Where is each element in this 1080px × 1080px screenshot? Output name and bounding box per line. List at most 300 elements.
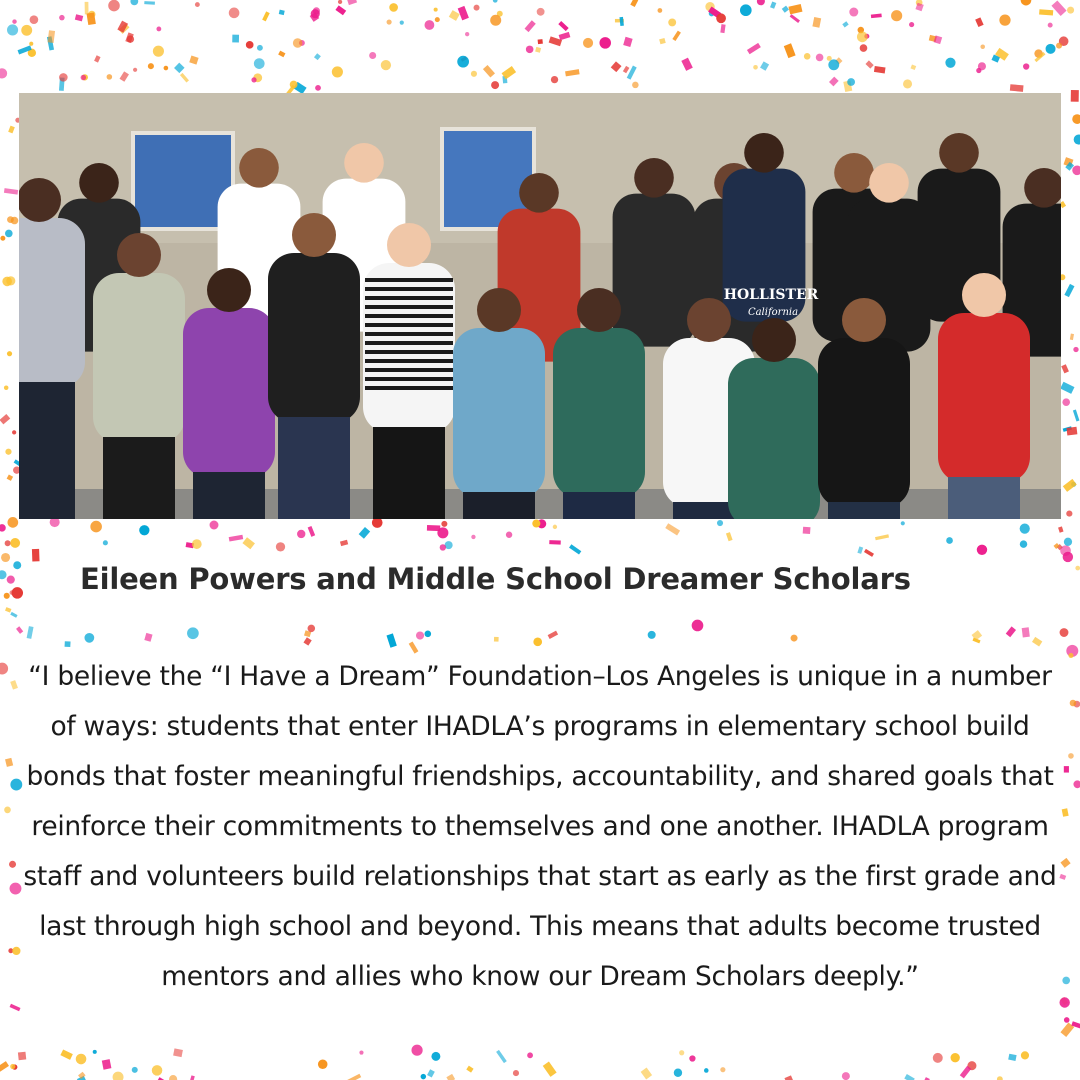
confetti-piece xyxy=(338,0,342,4)
confetti-piece xyxy=(0,570,7,579)
confetti-piece xyxy=(720,1067,725,1072)
sweater-stripe xyxy=(365,314,453,318)
sweater-stripe xyxy=(365,278,453,282)
confetti-piece xyxy=(770,1,776,8)
person-body xyxy=(728,358,820,519)
confetti-piece xyxy=(1008,1054,1016,1061)
confetti-piece xyxy=(449,10,460,21)
confetti-piece xyxy=(13,561,21,569)
sweater-stripe xyxy=(365,386,453,390)
confetti-piece xyxy=(10,1004,21,1011)
confetti-piece xyxy=(1071,90,1079,102)
confetti-piece xyxy=(431,1052,440,1061)
confetti-piece xyxy=(5,758,13,767)
person-head xyxy=(842,298,886,342)
sweater-stripe xyxy=(365,359,453,363)
confetti-piece xyxy=(526,46,534,54)
confetti-piece xyxy=(381,60,391,70)
confetti-piece xyxy=(314,53,321,60)
person-head xyxy=(577,288,621,332)
confetti-piece xyxy=(192,539,202,549)
confetti-piece xyxy=(318,1059,328,1069)
confetti-piece xyxy=(665,523,680,535)
confetti-piece xyxy=(130,0,138,5)
confetti-piece xyxy=(1062,808,1069,817)
confetti-piece xyxy=(425,20,435,30)
confetti-piece xyxy=(10,612,17,618)
confetti-piece xyxy=(144,1,155,5)
confetti-piece xyxy=(583,38,593,48)
confetti-piece xyxy=(7,351,12,356)
confetti-piece xyxy=(0,414,10,424)
confetti-piece xyxy=(411,1045,422,1056)
confetti-piece xyxy=(229,535,244,542)
confetti-piece xyxy=(1073,780,1080,788)
confetti-piece xyxy=(359,527,371,539)
confetti-piece xyxy=(972,630,983,640)
confetti-piece xyxy=(784,1075,794,1080)
confetti-piece xyxy=(842,21,848,27)
confetti-piece xyxy=(113,1072,124,1080)
confetti-piece xyxy=(180,73,189,83)
confetti-piece xyxy=(340,540,348,546)
confetti-piece xyxy=(525,20,536,32)
confetti-piece xyxy=(21,25,32,36)
person-body xyxy=(613,194,696,347)
confetti-piece xyxy=(933,1053,943,1063)
confetti-piece xyxy=(1020,524,1030,534)
person-legs xyxy=(373,427,445,519)
person-legs xyxy=(563,492,635,519)
confetti-piece xyxy=(0,1061,9,1073)
confetti-piece xyxy=(1067,7,1074,14)
confetti-piece xyxy=(7,216,14,223)
confetti-piece xyxy=(84,633,94,643)
sweater-stripe xyxy=(365,368,453,372)
confetti-piece xyxy=(1039,9,1053,15)
confetti-piece xyxy=(2,277,12,287)
confetti-piece xyxy=(1,553,10,562)
confetti-piece xyxy=(471,71,477,77)
confetti-piece xyxy=(692,620,704,632)
confetti-piece xyxy=(1061,364,1069,373)
person-head xyxy=(79,163,119,203)
confetti-piece xyxy=(471,535,475,539)
confetti-piece xyxy=(803,527,811,534)
confetti-piece xyxy=(59,15,65,21)
confetti-piece xyxy=(860,44,868,52)
confetti-piece xyxy=(474,5,480,11)
confetti-piece xyxy=(108,0,120,11)
confetti-piece xyxy=(440,544,446,550)
confetti-piece xyxy=(847,78,855,86)
confetti-piece xyxy=(630,0,638,7)
confetti-piece xyxy=(7,24,18,35)
confetti-piece xyxy=(465,32,469,36)
confetti-piece xyxy=(441,521,447,527)
confetti-piece xyxy=(506,532,512,538)
person-head xyxy=(869,163,909,203)
confetti-piece xyxy=(1073,347,1078,352)
confetti-piece xyxy=(144,633,152,642)
confetti-piece xyxy=(980,44,985,49)
confetti-piece xyxy=(1010,84,1024,92)
confetti-piece xyxy=(903,79,912,88)
confetti-piece xyxy=(293,38,302,47)
confetti-piece xyxy=(1073,409,1080,421)
confetti-piece xyxy=(60,1049,72,1059)
confetti-piece xyxy=(997,1076,1003,1080)
confetti-piece xyxy=(1068,753,1074,759)
confetti-piece xyxy=(720,24,725,33)
confetti-piece xyxy=(1075,566,1080,571)
confetti-piece xyxy=(10,680,18,690)
confetti-piece xyxy=(1070,334,1074,341)
confetti-piece xyxy=(1072,166,1080,176)
confetti-piece xyxy=(632,82,639,89)
confetti-piece xyxy=(232,35,239,43)
person-body xyxy=(818,338,910,508)
confetti-piece xyxy=(152,1065,162,1075)
confetti-piece xyxy=(483,65,495,77)
confetti-piece xyxy=(90,521,102,533)
confetti-piece xyxy=(726,532,733,541)
confetti-piece xyxy=(527,1052,533,1058)
confetti-piece xyxy=(1056,43,1062,49)
confetti-piece xyxy=(619,17,623,26)
confetti-piece xyxy=(658,8,663,13)
confetti-piece xyxy=(1006,626,1016,637)
confetti-piece xyxy=(103,540,108,545)
confetti-piece xyxy=(400,20,404,24)
confetti-piece xyxy=(812,17,821,28)
sweater-stripe xyxy=(365,332,453,336)
confetti-piece xyxy=(493,0,498,3)
person-head xyxy=(117,233,161,277)
confetti-piece xyxy=(0,663,8,675)
confetti-piece xyxy=(494,637,499,642)
confetti-piece xyxy=(659,38,666,44)
person-body xyxy=(183,308,275,478)
confetti-piece xyxy=(490,15,501,26)
confetti-piece xyxy=(537,8,545,16)
confetti-piece xyxy=(1046,44,1056,54)
confetti-piece xyxy=(421,1074,426,1079)
confetti-piece xyxy=(553,525,557,529)
confetti-piece xyxy=(857,546,863,554)
confetti-piece xyxy=(849,8,858,17)
confetti-piece xyxy=(12,587,23,598)
confetti-piece xyxy=(1020,540,1027,547)
confetti-piece xyxy=(599,37,611,49)
confetti-piece xyxy=(30,15,39,24)
confetti-piece xyxy=(1062,398,1070,406)
confetti-piece xyxy=(946,537,953,544)
confetti-piece xyxy=(427,525,440,531)
confetti-piece xyxy=(133,68,137,72)
person-legs xyxy=(19,382,75,519)
confetti-piece xyxy=(81,75,86,80)
confetti-piece xyxy=(386,633,396,647)
confetti-piece xyxy=(75,14,83,21)
confetti-piece xyxy=(535,47,541,53)
confetti-piece xyxy=(496,1050,507,1063)
confetti-piece xyxy=(782,6,789,13)
confetti-piece xyxy=(875,534,889,540)
confetti-piece xyxy=(945,58,955,68)
confetti-piece xyxy=(169,1075,177,1080)
confetti-piece xyxy=(1068,653,1073,658)
person-head xyxy=(939,133,979,173)
confetti-piece xyxy=(29,42,33,46)
confetti-piece xyxy=(4,807,11,814)
confetti-piece xyxy=(1063,479,1077,492)
confetti-piece xyxy=(93,1050,97,1054)
confetti-piece xyxy=(389,3,398,12)
confetti-piece xyxy=(347,1074,361,1080)
confetti-piece xyxy=(681,58,692,71)
confetti-piece xyxy=(1063,552,1073,562)
person-head xyxy=(239,148,279,188)
confetti-piece xyxy=(48,30,56,43)
confetti-piece xyxy=(674,1069,682,1077)
confetti-piece xyxy=(4,385,9,390)
person-body xyxy=(938,313,1030,483)
confetti-piece xyxy=(1059,997,1069,1007)
confetti-piece xyxy=(0,524,6,531)
confetti-piece xyxy=(1062,977,1070,985)
confetti-piece xyxy=(229,8,240,19)
confetti-piece xyxy=(1048,23,1053,28)
confetti-piece xyxy=(827,56,832,61)
confetti-piece xyxy=(1064,284,1074,297)
confetti-piece xyxy=(668,18,676,26)
confetti-piece xyxy=(387,19,392,24)
confetti-piece xyxy=(901,521,905,525)
confetti-piece xyxy=(466,1066,473,1073)
confetti-piece xyxy=(8,126,15,134)
confetti-piece xyxy=(315,85,321,91)
confetti-piece xyxy=(5,449,11,455)
person-head xyxy=(744,133,784,173)
confetti-piece xyxy=(427,1069,435,1077)
confetti-piece xyxy=(1060,382,1074,394)
confetti-piece xyxy=(7,517,18,528)
confetti-piece xyxy=(1066,427,1077,436)
person-head xyxy=(962,273,1006,317)
confetti-piece xyxy=(871,14,882,19)
photo-caption: Eileen Powers and Middle School Dreamer Scholars xyxy=(80,562,911,596)
confetti-piece xyxy=(297,530,305,538)
confetti-piece xyxy=(1022,627,1030,637)
confetti-piece xyxy=(816,54,824,62)
confetti-piece xyxy=(262,11,270,21)
confetti-piece xyxy=(153,46,164,57)
person-legs xyxy=(278,417,350,519)
confetti-piece xyxy=(65,641,71,647)
confetti-piece xyxy=(85,2,89,14)
person-head xyxy=(387,223,431,267)
confetti-piece xyxy=(1064,1017,1070,1023)
confetti-piece xyxy=(569,544,581,554)
confetti-piece xyxy=(173,1048,183,1057)
sweater-stripe xyxy=(365,323,453,327)
confetti-piece xyxy=(18,1052,26,1060)
confetti-piece xyxy=(641,1068,652,1080)
confetti-piece xyxy=(359,1051,363,1055)
person-head xyxy=(207,268,251,312)
confetti-piece xyxy=(909,22,914,27)
confetti-piece xyxy=(164,66,169,71)
confetti-piece xyxy=(1059,874,1066,880)
confetti-piece xyxy=(332,66,343,77)
confetti-piece xyxy=(278,51,285,58)
person-head xyxy=(752,318,796,362)
confetti-piece xyxy=(210,521,219,530)
confetti-piece xyxy=(9,861,16,868)
group-photo-illustration xyxy=(19,93,1061,519)
confetti-piece xyxy=(551,76,558,83)
confetti-piece xyxy=(740,4,752,16)
confetti-piece xyxy=(1060,858,1070,868)
confetti-piece xyxy=(195,2,200,7)
confetti-piece xyxy=(1032,637,1042,647)
confetti-piece xyxy=(717,520,723,526)
sweater-stripe xyxy=(365,296,453,300)
confetti-piece xyxy=(672,31,681,41)
person-head xyxy=(292,213,336,257)
confetti-piece xyxy=(977,545,987,555)
confetti-piece xyxy=(4,593,10,599)
person-legs xyxy=(948,477,1020,519)
person-body xyxy=(453,328,545,498)
confetti-piece xyxy=(1051,0,1066,16)
confetti-piece xyxy=(784,43,796,58)
sweater-stripe xyxy=(365,341,453,345)
confetti-piece xyxy=(120,71,129,81)
confetti-piece xyxy=(10,538,20,548)
confetti-piece xyxy=(242,537,255,549)
confetti-piece xyxy=(753,65,758,70)
confetti-piece xyxy=(532,519,540,527)
confetti-piece xyxy=(891,10,902,21)
person-head xyxy=(477,288,521,332)
confetti-piece xyxy=(864,549,874,557)
confetti-piece xyxy=(457,56,469,68)
person-head xyxy=(687,298,731,342)
confetti-piece xyxy=(276,542,285,551)
confetti-piece xyxy=(1060,628,1069,637)
confetti-piece xyxy=(548,631,558,639)
confetti-piece xyxy=(425,630,432,637)
confetti-piece xyxy=(716,13,726,23)
confetti-piece xyxy=(446,1074,455,1080)
confetti-piece xyxy=(257,45,263,51)
sweater-stripe xyxy=(365,350,453,354)
confetti-piece xyxy=(1070,700,1077,707)
person-body xyxy=(553,328,645,498)
confetti-piece xyxy=(187,627,199,639)
confetti-piece xyxy=(335,5,346,15)
confetti-piece xyxy=(16,626,23,634)
confetti-piece xyxy=(5,230,13,238)
hoodie-text: HOLLISTER xyxy=(723,287,819,303)
person-head xyxy=(519,173,559,213)
person-legs xyxy=(463,492,535,519)
confetti-piece xyxy=(538,39,543,44)
confetti-piece xyxy=(117,21,128,33)
confetti-piece xyxy=(978,62,986,70)
confetti-piece xyxy=(132,1067,138,1073)
confetti-piece xyxy=(94,55,100,62)
confetti-piece xyxy=(0,236,5,241)
confetti-piece xyxy=(1064,766,1069,772)
confetti-piece xyxy=(689,1055,695,1061)
confetti-piece xyxy=(804,53,811,60)
confetti-piece xyxy=(434,8,438,12)
confetti-piece xyxy=(32,549,40,562)
confetti-piece xyxy=(12,430,16,434)
confetti-piece xyxy=(910,64,916,70)
group-photo xyxy=(19,93,1061,519)
confetti-piece xyxy=(904,1074,915,1080)
confetti-piece xyxy=(788,4,802,14)
confetti-piece xyxy=(59,73,68,82)
confetti-piece xyxy=(760,61,769,70)
sweater-stripe xyxy=(365,287,453,291)
confetti-piece xyxy=(829,77,839,87)
confetti-piece xyxy=(611,61,622,72)
confetti-piece xyxy=(7,576,15,584)
confetti-piece xyxy=(842,1072,850,1080)
sweater-stripe xyxy=(365,305,453,309)
confetti-piece xyxy=(308,526,316,537)
confetti-piece xyxy=(558,21,568,31)
confetti-piece xyxy=(189,56,198,65)
confetti-piece xyxy=(369,52,376,59)
confetti-piece xyxy=(254,58,265,69)
sweater-stripe xyxy=(365,377,453,381)
confetti-piece xyxy=(1066,511,1072,517)
confetti-piece xyxy=(76,1054,87,1065)
confetti-piece xyxy=(513,1070,519,1076)
confetti-piece xyxy=(747,43,761,54)
confetti-piece xyxy=(549,540,561,544)
confetti-piece xyxy=(189,1075,195,1080)
confetti-piece xyxy=(156,27,161,32)
confetti-piece xyxy=(7,474,14,480)
confetti-piece xyxy=(102,1059,112,1070)
confetti-piece xyxy=(5,540,11,546)
confetti-piece xyxy=(5,607,11,612)
confetti-piece xyxy=(139,525,149,535)
hoodie-subtext: California xyxy=(747,307,799,318)
confetti-piece xyxy=(1072,114,1080,124)
confetti-piece xyxy=(951,1053,960,1062)
confetti-piece xyxy=(174,63,185,74)
confetti-piece xyxy=(874,66,886,73)
confetti-piece xyxy=(303,637,311,645)
confetti-piece xyxy=(1021,0,1032,5)
confetti-piece xyxy=(623,37,632,47)
person-body xyxy=(268,253,360,423)
confetti-piece xyxy=(308,625,316,633)
confetti-piece xyxy=(559,32,571,40)
person-head xyxy=(834,153,874,193)
testimonial-quote: “I believe the “I Have a Dream” Foundation–Los Angeles is unique in a number of ways: students that enter IHADLA’s programs in elementary school build bonds that foster meaningful friendships, accountability, and shared goals that reinforce their commitments to themselves and one another. IHADLA program staff and volunteers build relationships that start as early as the first grade and last through high school and beyond. This means that adults become trusted mentors and allies who know our Dream Scholars deeply.” xyxy=(23,661,1057,992)
person-legs xyxy=(103,437,175,519)
confetti-piece xyxy=(790,14,800,23)
